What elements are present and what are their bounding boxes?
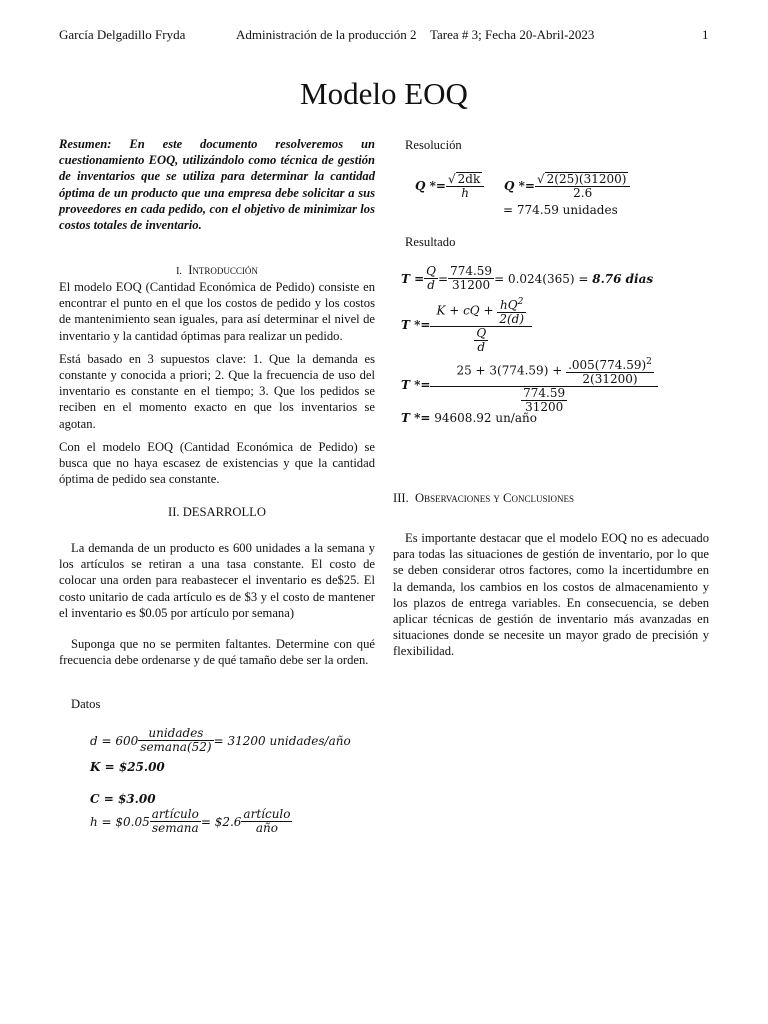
section-heading-desarrollo: II. DESARROLLO: [168, 505, 266, 519]
document-title: Modelo EOQ: [300, 76, 468, 111]
desarrollo-paragraph-1: La demanda de un producto es 600 unidades a la semana y los artículos se retiran a una tasa constante. El costo de colocar una orden para reabastecer el inventario es de$25. El costo unitario de cada artículo es de $3 y el costo de mantener el inventario es $0.05 por artículo por semana): [59, 541, 375, 620]
equation-eoq-substitution: Q *= $\frac{√ 2(25)(31200)}{2.6}$: [504, 172, 630, 200]
equation-eoq-result: = 774.59 unidades: [503, 203, 618, 217]
equation-total-cost-formula: T *= K + cQ + $\frac{hQ^2}{2(d)}$ $\frac{Q}{d}$: [401, 296, 532, 354]
section-title: Observaciones y Conclusiones: [415, 491, 574, 505]
section-number: III.: [393, 491, 409, 505]
abstract-label: Resumen:: [59, 137, 112, 151]
resultado-label: Resultado: [405, 235, 456, 249]
equation-total-cost-substitution: T *= 25 + 3(774.59) + $\frac{.005(774.59)^2}{2(31200)}$ $\frac{774.59}{31200}$: [401, 356, 658, 414]
sqrt-radicand: 2(25)(31200): [546, 172, 627, 186]
fraction: $\frac{\text{unidades}}{\text{semana(52)}}$: [140, 726, 212, 754]
intro-paragraph-2: Está basado en 3 supuestos clave: 1. Que la demanda es constante y conocida a priori; 2. Que la frecuencia de uso del inventario es constante en el tiempo; 3. Que los pedidos se reciben en el momento exacto en que los inventarios se agotan.: [59, 351, 375, 431]
abstract-text: En este documento resolveremos un cuestionamiento EOQ, utilizándolo como técnica de gestión de inventarios que se utiliza para determinar la cantidad óptima de un producto que una empresa debe solicitar a sus proveedores en cada pedido, con el objetivo de minimizar los costos totales de inventario.: [59, 137, 375, 233]
header-course: Administración de la producción 2: [236, 27, 417, 42]
conclusiones-body: [393, 530, 709, 660]
intro-paragraph-1: El modelo EOQ (Cantidad Económica de Pedido) consiste en encontrar el punto en el que los costos de pedido y los costos de mantenimiento sean iguales, para así determinar el nivel de inventario y la cantidad óptimas para realizar un pedido.: [59, 280, 375, 343]
resolucion-label: Resolución: [405, 138, 462, 152]
section-heading-conclusiones: [393, 490, 709, 506]
fraction: $\frac{√ 2dk}{h}$: [446, 172, 484, 200]
equation-eoq-formula: Q *= $\frac{√ 2dk}{h}$: [415, 172, 484, 200]
desarrollo-body: [59, 540, 375, 668]
fraction: K + cQ + $\frac{hQ^2}{2(d)}$ $\frac{Q}{d}$: [430, 296, 532, 354]
intro-body: [59, 279, 375, 487]
fraction: 25 + 3(774.59) + $\frac{.005(774.59)^2}{2(31200)}$ $\frac{774.59}{31200}$: [430, 356, 657, 414]
equation-unit-cost: C = $3.00: [90, 792, 156, 806]
desarrollo-paragraph-2: Suponga que no se permiten faltantes. Determine con qué frecuencia debe ordenarse y de qué tamaño debe ser la orden.: [59, 637, 375, 668]
datos-label: Datos: [71, 697, 101, 711]
intro-paragraph-3: Con el modelo EOQ (Cantidad Económica de Pedido) se busca que no haya escasez de existencias y que la cantidad óptima de pedido sea constante.: [59, 439, 375, 487]
section-title: Introducción: [188, 263, 258, 277]
header-page-number: 1: [702, 27, 709, 42]
header-task: Tarea # 3; Fecha 20-Abril-2023: [430, 27, 595, 42]
conclusiones-paragraph-1: Es importante destacar que el modelo EOQ no es adecuado para todas las situaciones de gestión de inventario, por lo que se deben considerar otros factores, como la incertidumbre en la demanda, los cambios en los costos de almacenamiento y los plazos de entrega variables. En consecuencia, se deben aplicar técnicas de gestión de inventario más avanzadas en situaciones donde se necesite un mayor grado de precisión y flexibilidad.: [393, 531, 709, 659]
section-heading-intro: [59, 262, 375, 280]
equation-cycle-time: T = $\frac{Q}{d}$ = $\frac{774.59}{31200}$ = 0.024(365) = 8.76 dias: [401, 264, 654, 292]
equation-total-cost-result: T *= 94608.92 un/año: [401, 411, 537, 425]
equation-order-cost: K = $25.00: [90, 760, 165, 774]
sqrt-radicand: 2dk: [457, 172, 481, 186]
fraction: $\frac{√ 2(25)(31200)}{2.6}$: [535, 172, 630, 200]
cycle-time-answer: 8.76 dias: [592, 271, 654, 286]
header-author: García Delgadillo Fryda: [59, 27, 186, 42]
fraction: $\frac{\text{artículo}}{\text{año}}$: [243, 807, 291, 835]
fraction: $\frac{Q}{d}$: [426, 264, 437, 292]
abstract: [59, 136, 375, 233]
equation-demand: d = 600 $\frac{\text{unidades}}{\text{semana(52)}}$ = 31200 unidades/año: [90, 726, 351, 754]
fraction: $\frac{774.59}{31200}$: [450, 264, 493, 292]
fraction: $\frac{\text{artículo}}{\text{semana}}$: [151, 807, 199, 835]
equation-holding-cost: h = $0.05 $\frac{\text{artículo}}{\text{semana}}$ = $2.6 $\frac{\text{artículo}}{\text{año}}$: [90, 807, 291, 835]
section-number: I.: [176, 266, 182, 277]
